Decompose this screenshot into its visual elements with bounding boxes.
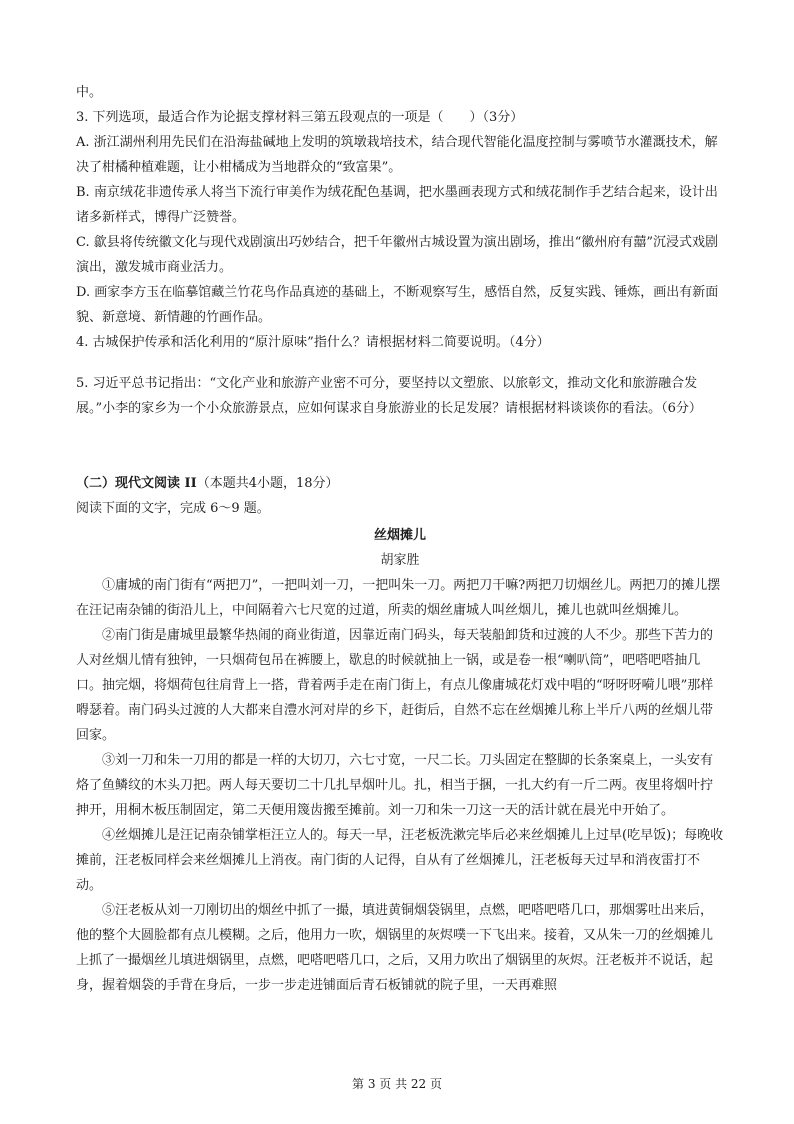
- section-heading-bold: （二）现代文阅读 II: [76, 476, 197, 491]
- section-heading-note: （本题共4小题，18分）: [196, 476, 339, 491]
- paragraph-4: ④丝烟摊儿是汪记南杂铺掌柜汪立人的。每天一早，汪老板洗漱完毕后必来丝烟摊儿上过早(吃早饭)；每晚收摊前，汪老板同样会来丝烟摊儿上消夜。南门街的人记得，自从有了丝烟摊儿，汪老板每天过早和消夜雷打不动。: [76, 828, 724, 893]
- article-title: 丝烟摊儿: [373, 528, 426, 543]
- document-page: [76, 80, 724, 998]
- option-c: C. 歙县将传统徽文化与现代戏剧演出巧妙结合，把千年徽州古城设置为演出剧场，推出“徽州府有囍”沉浸式戏剧演出，激发城市商业活力。: [76, 235, 719, 275]
- question-4: 4. 古城保护传承和活化利用的“原汁原味”指什么？请根据材料二简要说明。（4分）: [76, 335, 550, 350]
- option-b: B. 南京绒花非遗传承人将当下流行审美作为绒花配色基调，把水墨画表现方式和绒花制作手艺结合起来，设计出诸多新样式，博得广泛赞誉。: [76, 185, 718, 225]
- section-heading: [76, 471, 724, 496]
- option-d: D. 画家李方玉在临摹馆藏兰竹花鸟作品真迹的基础上，不断观察写生，感悟自然，反复实践、锤炼，画出有新面貌、新意境、新情趣的竹画作品。: [76, 285, 719, 325]
- article-author: 胡家胜: [380, 553, 420, 568]
- reading-instruction: 阅读下面的文字，完成 6～9 题。: [76, 501, 270, 516]
- paragraph-5: ⑤汪老板从刘一刀刚切出的烟丝中抓了一撮，填进黄铜烟袋锅里，点燃，吧嗒吧嗒几口，那烟雾吐出来后，他的整个大圆脸都有点儿模糊。之后，他用力一吹，烟锅里的灰烬噗一下飞出来。接着，又从朱一刀的丝烟摊儿上抓了一撮烟丝儿填进烟锅里，点燃，吧嗒吧嗒几口，之后，又用力吹出了烟锅里的灰烬。汪老板并不说话，起身，握着烟袋的手背在身后，一步一步走进铺面后青石板铺就的院子里，一天再难照: [76, 903, 714, 993]
- paragraph-1: ①庸城的南门街有“两把刀”，一把叫刘一刀，一把叫朱一刀。两把刀干嘛?两把刀切烟丝儿。两把刀的摊儿摆在汪记南杂铺的街沿儿上，中间隔着六七尺宽的过道，所卖的烟丝庸城人叫丝烟儿，摊儿也就叫丝烟摊儿。: [76, 578, 721, 618]
- question-5: 5. 习近平总书记指出：“文化产业和旅游产业密不可分，要坚持以文塑旅、以旅彰文，推动文化和旅游融合发展。”小李的家乡为一个小众旅游景点，应如何谋求自身旅游业的长足发展？请根据材料谈谈你的看法。（6分）: [76, 376, 702, 416]
- option-a: A. 浙江湖州利用先民们在沿海盐碱地上发明的筑墩栽培技术，结合现代智能化温度控制与雾喷节水灌溉技术，解决了柑橘种植难题，让小柑橘成为当地群众的“致富果”。: [76, 135, 718, 175]
- page-footer: 第 3 页 共 22 页: [352, 1077, 442, 1091]
- paragraph-2: ②南门街是庸城里最繁华热闹的商业街道，因靠近南门码头，每天装船卸货和过渡的人不少。那些下苦力的人对丝烟儿情有独钟，一只烟荷包吊在裤腰上，歇息的时候就抽上一锅，或是卷一根“喇叭筒”，吧嗒吧嗒抽几口。抽完烟，将烟荷包往肩背上一搭，背着两手走在南门街上，有点儿像庸城花灯戏中唱的“呀呀呀嗬儿喂”那样嘚瑟着。南门码头过渡的人大都来自澧水河对岸的乡下，赶街后，自然不忘在丝烟摊儿称上半斤八两的丝烟儿带回家。: [76, 628, 714, 743]
- continued-line: 中。: [76, 85, 103, 100]
- question-3: 3. 下列选项，最适合作为论据支撑材料三第五段观点的一项是（ ）（3分）: [76, 110, 524, 125]
- paragraph-3: ③刘一刀和朱一刀用的都是一样的大切刀，六七寸宽，一尺二长。刀头固定在整脚的长条案桌上，一头安有烙了鱼鳞纹的木头刀把。两人每天要切二十几扎早烟叶儿。扎，相当于捆，一扎大约有一斤二两。夜里将烟叶拧抻开，用桐木板压制固定，第二天便用篾齿搬至摊前。刘一刀和朱一刀这一天的活计就在晨光中开始了。: [76, 753, 714, 818]
